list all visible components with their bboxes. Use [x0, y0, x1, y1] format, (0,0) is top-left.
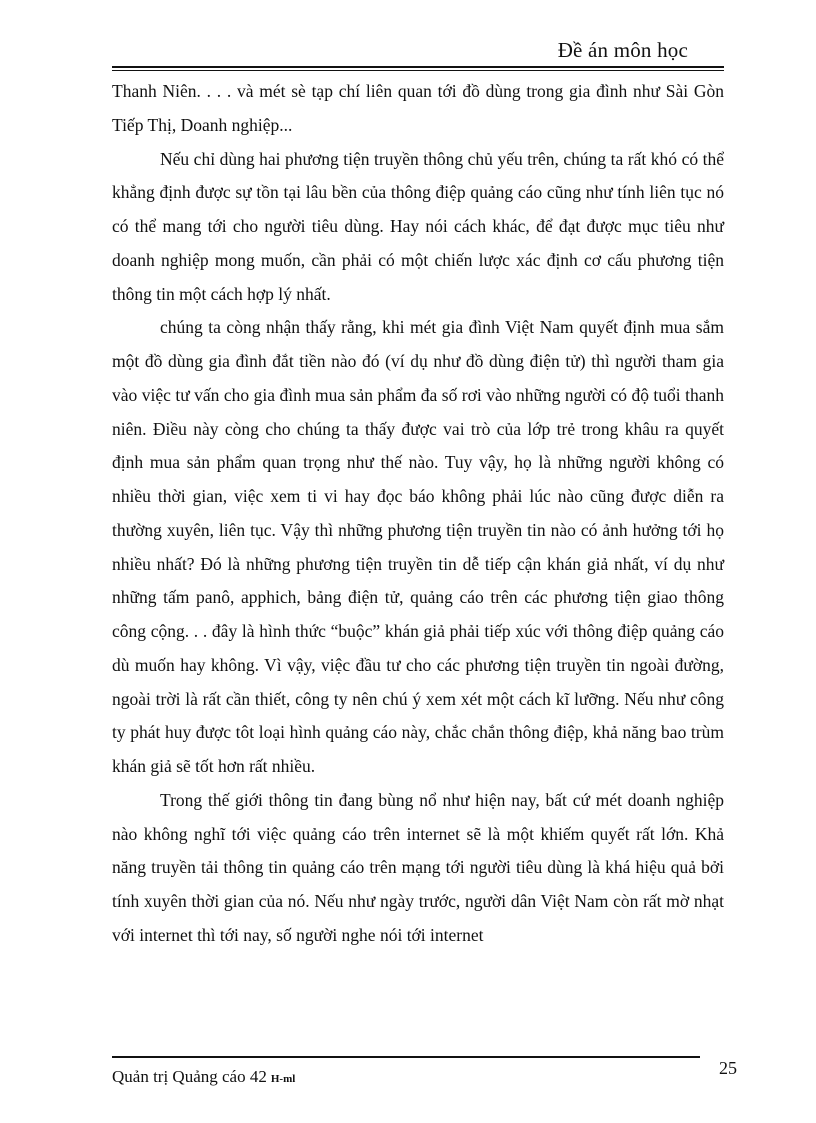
- header-rule: [112, 66, 724, 68]
- footer-course-label: [112, 1067, 295, 1087]
- body-text: [112, 75, 724, 953]
- footer-rule: [112, 1056, 700, 1058]
- paragraph: Nếu chỉ dùng hai phương tiện truyền thông chủ yếu trên, chúng ta rất khó có thể khẳng định được sự tồn tại lâu bền của thông điệp quảng cáo cũng như tính liên tục nó có thể mang tới cho người tiêu dùng. Hay nói cách khác, để đạt được mục tiêu như doanh nghiệp mong muốn, cần phải có một chiến lược xác định cơ cấu phương tiện thông tin một cách hợp lý nhất.: [112, 148, 724, 304]
- header-rule-thin: [112, 70, 724, 71]
- page-number: 25: [719, 1058, 737, 1078]
- paragraph: Trong thế giới thông tin đang bùng nổ như hiện nay, bất cứ mét doanh nghiệp nào không nghĩ tới việc quảng cáo trên internet sẽ là một khiếm quyết rất lớn. Khả năng truyền tải thông tin quảng cáo trên mạng tới người tiêu dùng là khá hiệu quả bởi tính xuyên thời gian của nó. Nếu như ngày trước, người dân Việt Nam còn rất mờ nhạt với internet thì tới nay, số người nghe nói tới internet: [112, 789, 724, 945]
- footer-class-code: H-ml: [270, 1073, 296, 1085]
- paragraph-continuation: Thanh Niên. . . . và mét sè tạp chí liên quan tới đồ dùng trong gia đình như Sài Gòn Tiếp Thị, Doanh nghiệp...: [112, 81, 724, 135]
- footer-course-text: Quản trị Quảng cáo 42: [112, 1067, 267, 1086]
- paragraph: chúng ta còng nhận thấy rằng, khi mét gia đình Việt Nam quyết định mua sắm một đồ dùng gia đình đắt tiền nào đó (ví dụ như đồ dùng điện tử) thì người tham gia vào việc tư vấn cho gia đình mua sản phẩm đa số rơi vào những người có độ tuổi thanh niên. Điều này còng cho chúng ta thấy được vai trò của lớp trẻ trong khâu ra quyết định mua sản phẩm quan trọng như thế nào. Tuy vậy, họ là những người không có nhiều thời gian, việc xem ti vi hay đọc báo không phải lúc nào cũng được diễn ra thường xuyên, liên tục. Vậy thì những phương tiện truyền tin nào có ảnh hưởng tới họ nhiều nhất? Đó là những phương tiện truyền tin dễ tiếp cận khán giả nhất, ví dụ như những tấm panô, apphich, bảng điện tử, quảng cáo trên các phương tiện giao thông công cộng. . . đây là hình thức “buộc” khán giả phải tiếp xúc với thông điệp quảng cáo dù muốn hay không. Vì vậy, việc đầu tư cho các phương tiện truyền tin ngoài đường, ngoài trời là rất cần thiết, công ty nên chú ý xem xét một cách kĩ lưỡng. Nếu như công ty phát huy được tôt loại hình quảng cáo này, chắc chắn thông điệp, khả năng bao trùm khán giả sẽ tốt hơn rất nhiều.: [112, 317, 724, 776]
- page-header-title: Đề án môn học: [557, 38, 688, 62]
